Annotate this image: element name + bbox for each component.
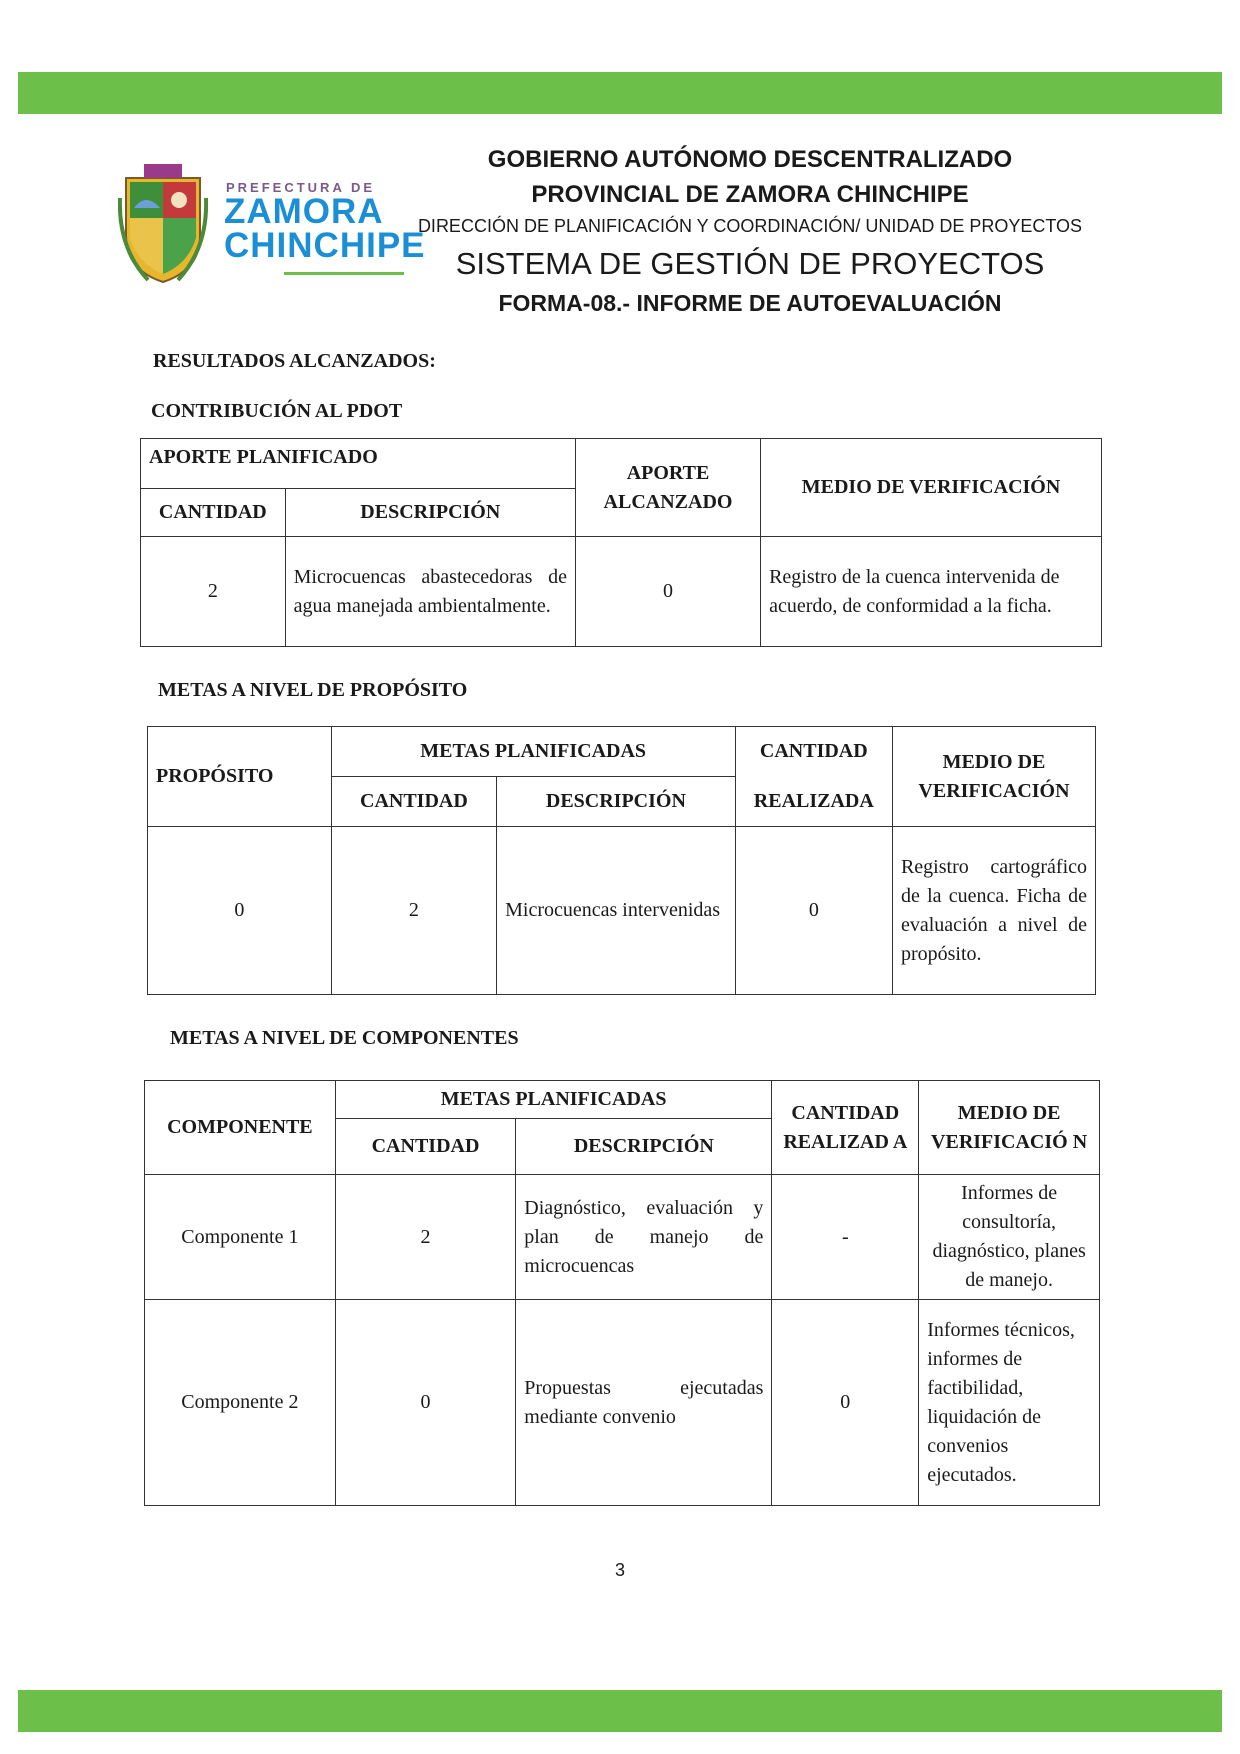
header-line-1: GOBIERNO AUTÓNOMO DESCENTRALIZADO — [487, 146, 1013, 173]
componentes-header-metas: METAS PLANIFICADAS — [335, 1081, 772, 1119]
proposito-cell-descripcion: Microcuencas intervenidas — [497, 827, 736, 995]
top-green-band — [18, 72, 1222, 114]
section-resultados: RESULTADOS ALCANZADOS: — [153, 350, 436, 372]
componentes-cell-medio: Informes técnicos, informes de factibilidad, liquidación de convenios ejecutados. — [919, 1300, 1100, 1506]
componentes-header-cantidad: CANTIDAD — [335, 1119, 516, 1175]
pdot-cell-medio: Registro de la cuenca intervenida de acuerdo, de conformidad a la ficha. — [761, 537, 1102, 647]
pdot-header-medio: MEDIO DE VERIFICACIÓN — [761, 439, 1102, 537]
header-form-title: FORMA-08.- INFORME DE AUTOEVALUACIÓN — [498, 290, 1002, 316]
section-proposito: METAS A NIVEL DE PROPÓSITO — [158, 679, 468, 701]
proposito-header-medio: MEDIO DE VERIFICACIÓN — [892, 727, 1095, 827]
componentes-header-cantidad-realizada: CANTIDAD REALIZAD A — [772, 1081, 919, 1175]
componentes-cell-medio: Informes de consultoría, diagnóstico, planes de manejo. — [919, 1175, 1100, 1300]
componentes-row — [145, 1300, 1100, 1506]
proposito-header-cantidad: CANTIDAD — [331, 777, 496, 827]
componentes-header-medio: MEDIO DE VERIFICACIÓ N — [919, 1081, 1100, 1175]
pdot-cell-cantidad: 2 — [141, 537, 286, 647]
proposito-cell-realizada: 0 — [735, 827, 892, 995]
pdot-header-aporte-planificado: APORTE PLANIFICADO — [141, 439, 576, 489]
componentes-cell-cantidad: 2 — [335, 1175, 516, 1300]
bottom-green-band — [18, 1690, 1222, 1732]
componentes-row — [145, 1175, 1100, 1300]
logo-prefectura-text: PREFECTURA DE — [226, 180, 376, 195]
proposito-table — [147, 726, 1096, 995]
componentes-cell-componente: Componente 2 — [145, 1300, 336, 1506]
proposito-cell-medio: Registro cartográfico de la cuenca. Ficha de evaluación a nivel de propósito. — [892, 827, 1095, 995]
section-componentes: METAS A NIVEL DE COMPONENTES — [170, 1027, 519, 1049]
componentes-cell-componente: Componente 1 — [145, 1175, 336, 1300]
proposito-cell-cantidad: 2 — [331, 827, 496, 995]
logo-underline — [284, 272, 404, 275]
header-line-2: PROVINCIAL DE ZAMORA CHINCHIPE — [531, 181, 969, 208]
prefectura-logo — [118, 158, 426, 288]
proposito-cell-proposito: 0 — [148, 827, 332, 995]
proposito-header-cantidad-realizada-2: REALIZADA — [735, 777, 892, 827]
section-contribucion: CONTRIBUCIÓN AL PDOT — [151, 400, 403, 422]
componentes-cell-realizada: - — [772, 1175, 919, 1300]
page-number: 3 — [614, 1560, 625, 1580]
componentes-cell-descripcion: Diagnóstico, evaluación y plan de manejo de microcuencas — [516, 1175, 772, 1300]
header-system-title: SISTEMA DE GESTIÓN DE PROYECTOS — [455, 246, 1045, 281]
coat-of-arms-icon — [118, 158, 208, 288]
componentes-header-componente: COMPONENTE — [145, 1081, 336, 1175]
componentes-cell-realizada: 0 — [772, 1300, 919, 1506]
componentes-cell-cantidad: 0 — [335, 1300, 516, 1506]
componentes-table — [144, 1080, 1100, 1506]
pdot-cell-alcanzado: 0 — [575, 537, 760, 647]
proposito-header-cantidad-realizada-1: CANTIDAD — [735, 727, 892, 777]
componentes-cell-descripcion: Propuestas ejecutadas mediante convenio — [516, 1300, 772, 1506]
proposito-header-metas: METAS PLANIFICADAS — [331, 727, 735, 777]
header-line-3: DIRECCIÓN DE PLANIFICACIÓN Y COORDINACIÓN/ UNIDAD DE PROYECTOS — [417, 216, 1083, 236]
pdot-table — [140, 438, 1102, 647]
logo-zamora-text: ZAMORA — [224, 192, 384, 231]
pdot-header-descripcion: DESCRIPCIÓN — [285, 489, 575, 537]
logo-chinchipe-text: CHINCHIPE — [224, 226, 426, 265]
pdot-header-cantidad: CANTIDAD — [141, 489, 286, 537]
pdot-cell-descripcion: Microcuencas abastecedoras de agua manejada ambientalmente. — [285, 537, 575, 647]
componentes-header-descripcion: DESCRIPCIÓN — [516, 1119, 772, 1175]
proposito-header-descripcion: DESCRIPCIÓN — [497, 777, 736, 827]
pdot-header-aporte-alcanzado: APORTE ALCANZADO — [575, 439, 760, 537]
proposito-header-proposito: PROPÓSITO — [148, 727, 332, 827]
